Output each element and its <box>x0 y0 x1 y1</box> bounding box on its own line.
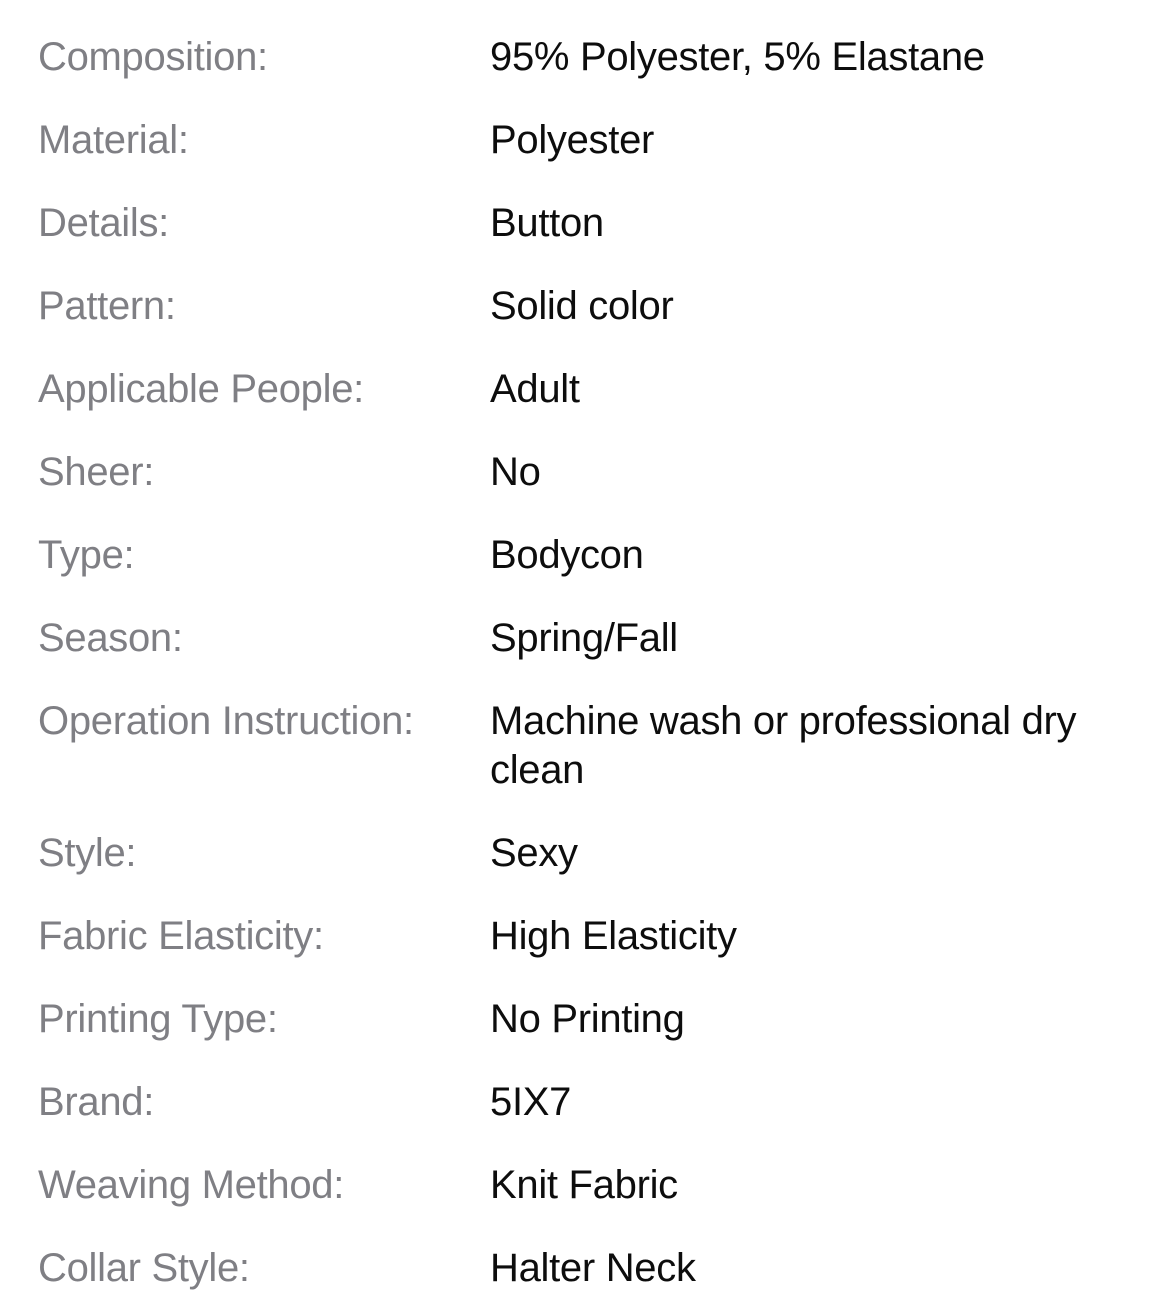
spec-label: Details: <box>38 201 169 245</box>
spec-row <box>38 448 1110 497</box>
spec-value: Sexy <box>490 831 578 875</box>
spec-row <box>38 365 1110 414</box>
spec-value: Knit Fabric <box>490 1163 678 1207</box>
spec-label: Material: <box>38 118 189 162</box>
spec-row <box>38 1244 1110 1293</box>
spec-value: Adult <box>490 367 580 411</box>
spec-row <box>38 199 1110 248</box>
spec-label: Style: <box>38 831 137 875</box>
spec-value: Button <box>490 201 604 245</box>
spec-row <box>38 1161 1110 1210</box>
spec-value: Bodycon <box>490 533 644 577</box>
spec-row <box>38 531 1110 580</box>
spec-value: No <box>490 450 541 494</box>
spec-value: 95% Polyester, 5% Elastane <box>490 35 985 79</box>
spec-value: High Elasticity <box>490 914 737 958</box>
spec-value: Solid color <box>490 284 674 328</box>
spec-row <box>38 912 1110 961</box>
spec-value: Machine wash or professional dry clean <box>490 699 1077 792</box>
spec-label: Fabric Elasticity: <box>38 914 324 958</box>
spec-row <box>38 1078 1110 1127</box>
spec-value: Halter Neck <box>490 1246 696 1290</box>
spec-label: Brand: <box>38 1080 155 1124</box>
spec-label: Pattern: <box>38 284 176 328</box>
spec-row <box>38 697 1110 795</box>
spec-value: 5IX7 <box>490 1080 572 1124</box>
spec-value: Spring/Fall <box>490 616 678 660</box>
spec-label: Applicable People: <box>38 367 364 411</box>
spec-row <box>38 829 1110 878</box>
spec-label: Weaving Method: <box>38 1163 345 1207</box>
spec-value: Polyester <box>490 118 655 162</box>
spec-label: Composition: <box>38 35 268 79</box>
spec-label: Season: <box>38 616 183 660</box>
spec-label: Operation Instruction: <box>38 699 414 743</box>
spec-row <box>38 614 1110 663</box>
spec-label: Type: <box>38 533 135 577</box>
spec-label: Printing Type: <box>38 997 278 1041</box>
spec-row <box>38 33 1110 82</box>
spec-label: Collar Style: <box>38 1246 250 1290</box>
spec-row <box>38 116 1110 165</box>
spec-value: No Printing <box>490 997 685 1041</box>
spec-row <box>38 995 1110 1044</box>
spec-label: Sheer: <box>38 450 155 494</box>
spec-row <box>38 282 1110 331</box>
